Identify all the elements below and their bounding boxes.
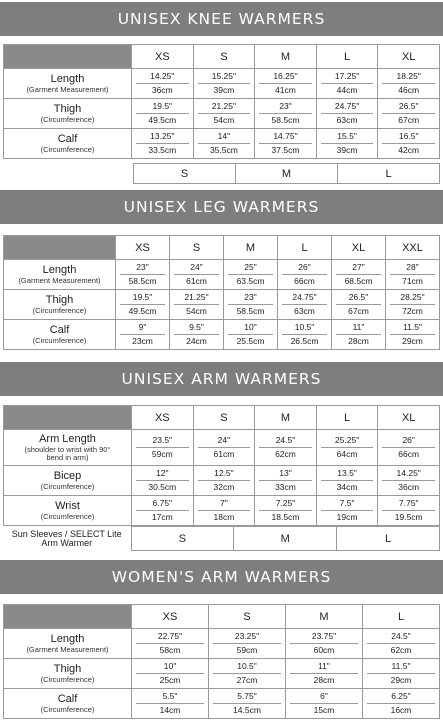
header-corner xyxy=(4,605,132,629)
value-cell xyxy=(286,659,363,689)
row-label-main: Length xyxy=(50,632,85,645)
value-cell xyxy=(170,260,224,290)
value-cell xyxy=(255,430,317,466)
row-label-main: Calf xyxy=(57,692,78,705)
value-cm: 24cm xyxy=(174,334,219,347)
value-inches: 5.75" xyxy=(237,691,257,702)
value-cell xyxy=(132,659,209,689)
value-inches: 19.5" xyxy=(152,101,173,112)
row-label-sub: (Garment Measurement) xyxy=(26,84,109,94)
value-inches: 26.5" xyxy=(398,101,419,112)
value-cm: 63cm xyxy=(321,113,374,126)
size-header: L xyxy=(316,45,378,69)
value-cell xyxy=(332,320,386,350)
value-cell xyxy=(386,290,440,320)
size-header: XL xyxy=(378,406,440,430)
row-label-sub: (Circumference) xyxy=(40,114,95,124)
row-label xyxy=(4,430,132,466)
value-cm: 39cm xyxy=(321,143,374,156)
value-inches: 7.75" xyxy=(398,498,419,509)
size-header: M xyxy=(286,605,363,629)
value-cm: 67cm xyxy=(382,113,435,126)
value-inches: 24" xyxy=(217,435,231,446)
value-cm: 49.5cm xyxy=(120,304,165,317)
value-inches: 28" xyxy=(406,262,419,273)
value-cm: 25.5cm xyxy=(228,334,273,347)
value-cm: 58.5cm xyxy=(120,274,165,287)
value-cm: 62cm xyxy=(367,643,435,656)
value-inches: 24.75" xyxy=(334,101,360,112)
value-cell xyxy=(132,430,194,466)
value-inches: 10.5" xyxy=(237,661,257,672)
measurement-row xyxy=(4,99,440,129)
value-cm: 23cm xyxy=(120,334,165,347)
knee-warmers-banner xyxy=(0,2,443,36)
value-cm: 68.5cm xyxy=(336,274,381,287)
value-cm: 59cm xyxy=(136,447,189,460)
value-cell xyxy=(386,260,440,290)
value-inches: 17.25" xyxy=(334,71,360,82)
value-cell xyxy=(378,99,440,129)
value-cm: 33cm xyxy=(259,480,312,493)
value-cm: 61cm xyxy=(198,447,251,460)
value-cell xyxy=(224,320,278,350)
value-inches: 14" xyxy=(217,131,231,142)
row-label-sub: (Circumference) xyxy=(40,704,95,714)
row-label xyxy=(4,689,132,719)
value-cell xyxy=(332,290,386,320)
row-label xyxy=(4,496,132,526)
row-label-main: Bicep xyxy=(53,469,82,482)
value-cell xyxy=(363,689,440,719)
value-inches: 26.5" xyxy=(348,292,369,303)
value-cell xyxy=(363,659,440,689)
section-title: UNISEX LEG WARMERS xyxy=(123,198,320,216)
value-cell xyxy=(132,629,209,659)
size-header: XS xyxy=(132,605,209,629)
leg-warmers-banner xyxy=(0,190,443,224)
value-cm: 26.5cm xyxy=(282,334,327,347)
value-inches: 15.25" xyxy=(211,71,237,82)
row-label xyxy=(4,659,132,689)
value-cell xyxy=(193,69,255,99)
value-cm: 41cm xyxy=(259,83,312,96)
value-cm: 46cm xyxy=(382,83,435,96)
value-inches: 6.75" xyxy=(152,498,173,509)
value-cm: 62cm xyxy=(259,447,312,460)
value-inches: 23" xyxy=(136,262,149,273)
value-inches: 9.5" xyxy=(189,322,204,333)
row-label xyxy=(4,466,132,496)
size-header-row xyxy=(4,605,440,629)
value-cm: 36cm xyxy=(136,83,189,96)
value-cell xyxy=(116,260,170,290)
value-cm: 42cm xyxy=(382,143,435,156)
value-inches: 25.25" xyxy=(334,435,360,446)
value-inches: 10.5" xyxy=(294,322,315,333)
value-inches: 13.5" xyxy=(337,468,357,479)
value-cm: 49.5cm xyxy=(136,113,189,126)
knee-warmers-table xyxy=(3,44,440,159)
womens-arm-warmers-table xyxy=(3,604,440,719)
value-cell xyxy=(278,260,332,290)
value-inches: 11" xyxy=(352,322,365,333)
value-cell xyxy=(209,689,286,719)
value-cm: 66cm xyxy=(382,447,435,460)
value-cell xyxy=(209,659,286,689)
row-label-sub: (shoulder to wrist with 90° bend in arm) xyxy=(24,445,111,462)
value-cell xyxy=(132,129,194,159)
value-inches: 26" xyxy=(298,262,311,273)
value-cell xyxy=(378,466,440,496)
row-label-main: Thigh xyxy=(45,293,74,306)
value-cm: 58.5cm xyxy=(228,304,273,317)
row-label-main: Length xyxy=(50,72,85,85)
value-cell xyxy=(316,496,378,526)
size-header: XL xyxy=(332,236,386,260)
value-cell xyxy=(255,466,317,496)
value-cm: 14cm xyxy=(136,703,204,716)
sml-size: S xyxy=(134,164,236,184)
value-cm: 66cm xyxy=(282,274,327,287)
row-label-main: Arm Length xyxy=(39,433,96,445)
value-inches: 22.75" xyxy=(157,631,183,642)
value-cm: 58.5cm xyxy=(259,113,312,126)
value-cell xyxy=(132,466,194,496)
value-inches: 11.5" xyxy=(403,322,422,333)
value-inches: 23.75" xyxy=(311,631,337,642)
value-inches: 7.5" xyxy=(339,498,355,509)
womens-arm-warmers-banner xyxy=(0,560,443,594)
value-cell xyxy=(193,430,255,466)
value-inches: 11" xyxy=(318,661,330,672)
value-cm: 29cm xyxy=(390,334,435,347)
value-cm: 63.5cm xyxy=(228,274,273,287)
value-cm: 28cm xyxy=(290,673,358,686)
value-cm: 29cm xyxy=(367,673,435,686)
value-cm: 60cm xyxy=(290,643,358,656)
value-inches: 21.25" xyxy=(211,101,237,112)
size-header-row xyxy=(4,236,440,260)
value-inches: 23" xyxy=(279,101,292,112)
value-inches: 24" xyxy=(190,262,203,273)
section-title: UNISEX KNEE WARMERS xyxy=(117,10,326,28)
measurement-row xyxy=(4,69,440,99)
value-cm: 17cm xyxy=(136,510,189,523)
value-cell xyxy=(378,430,440,466)
value-inches: 14.25" xyxy=(150,71,175,82)
row-label xyxy=(4,629,132,659)
value-inches: 6" xyxy=(320,691,328,702)
row-label-main: Thigh xyxy=(53,662,82,675)
value-cm: 39cm xyxy=(198,83,251,96)
value-cell xyxy=(224,260,278,290)
value-cm: 61cm xyxy=(174,274,219,287)
measurement-row xyxy=(4,629,440,659)
leg-warmers-table xyxy=(3,235,440,350)
row-label xyxy=(4,320,116,350)
row-label-sub: (Circumference) xyxy=(32,305,87,315)
value-cell xyxy=(193,496,255,526)
header-corner xyxy=(4,406,132,430)
size-header: L xyxy=(363,605,440,629)
measurement-row xyxy=(4,496,440,526)
value-inches: 23.25" xyxy=(234,631,260,642)
section-title: WOMEN'S ARM WARMERS xyxy=(111,568,332,586)
knee-sml-sizes xyxy=(133,163,440,184)
size-header: L xyxy=(316,406,378,430)
row-label xyxy=(4,260,116,290)
size-header: XL xyxy=(378,45,440,69)
value-cell xyxy=(132,689,209,719)
row-label-sub: (Circumference) xyxy=(40,674,95,684)
row-label xyxy=(4,69,132,99)
value-inches: 14.75" xyxy=(273,131,298,142)
value-cm: 18.5cm xyxy=(259,510,312,523)
value-cell xyxy=(363,629,440,659)
value-inches: 15.5" xyxy=(337,131,357,142)
value-cell xyxy=(255,99,317,129)
value-cm: 54cm xyxy=(174,304,219,317)
value-cell xyxy=(316,430,378,466)
measurement-row xyxy=(4,689,440,719)
value-cell xyxy=(386,320,440,350)
value-cm: 33.5cm xyxy=(136,143,189,156)
value-cm: 18cm xyxy=(198,510,251,523)
header-corner xyxy=(4,45,132,69)
value-inches: 24.75" xyxy=(292,292,317,303)
row-label-main: Thigh xyxy=(53,102,82,115)
row-label-main: Calf xyxy=(49,323,70,336)
value-inches: 12" xyxy=(156,468,169,479)
size-header: S xyxy=(170,236,224,260)
value-inches: 25" xyxy=(244,262,257,273)
measurement-row xyxy=(4,290,440,320)
value-cm: 32cm xyxy=(198,480,251,493)
arm-warmers-table xyxy=(3,405,440,526)
value-cell xyxy=(193,99,255,129)
value-cell xyxy=(193,466,255,496)
value-inches: 16.25" xyxy=(273,71,298,82)
value-cell xyxy=(316,99,378,129)
row-label xyxy=(4,99,132,129)
value-inches: 13.25" xyxy=(150,131,175,142)
size-header: XS xyxy=(132,406,194,430)
value-cm: 71cm xyxy=(390,274,435,287)
row-label xyxy=(4,129,132,159)
value-cm: 37.5cm xyxy=(259,143,312,156)
value-cell xyxy=(278,290,332,320)
row-label xyxy=(4,290,116,320)
measurement-row xyxy=(4,260,440,290)
row-label-sub: (Circumference) xyxy=(40,144,95,154)
value-cell xyxy=(255,69,317,99)
value-inches: 16.5" xyxy=(398,131,419,142)
row-label-sub: (Garment Measurement) xyxy=(26,644,109,654)
value-cm: 30.5cm xyxy=(136,480,189,493)
value-cm: 63cm xyxy=(282,304,327,317)
value-inches: 19.5" xyxy=(132,292,153,303)
value-inches: 26" xyxy=(402,435,415,446)
arm-warmers-banner xyxy=(0,362,443,396)
value-cm: 64cm xyxy=(321,447,374,460)
size-header: XS xyxy=(116,236,170,260)
row-label-main: Wrist xyxy=(55,499,80,512)
value-cm: 67cm xyxy=(336,304,381,317)
measurement-row xyxy=(4,659,440,689)
value-cm: 44cm xyxy=(321,83,374,96)
size-header: S xyxy=(193,406,255,430)
value-cell xyxy=(378,69,440,99)
value-cm: 54cm xyxy=(198,113,251,126)
value-cm: 28cm xyxy=(336,334,381,347)
value-inches: 12.5" xyxy=(214,468,234,479)
value-inches: 9" xyxy=(138,322,147,333)
value-inches: 28.25" xyxy=(400,292,425,303)
value-cm: 14.5cm xyxy=(213,703,281,716)
value-cell xyxy=(193,129,255,159)
value-cell xyxy=(316,129,378,159)
value-cm: 59cm xyxy=(213,643,281,656)
value-cell xyxy=(255,496,317,526)
size-header: S xyxy=(193,45,255,69)
value-cell xyxy=(286,629,363,659)
header-corner xyxy=(4,236,116,260)
value-inches: 5.5" xyxy=(162,691,178,702)
value-cell xyxy=(170,320,224,350)
value-cell xyxy=(316,69,378,99)
size-header-row xyxy=(4,45,440,69)
value-inches: 6.25" xyxy=(391,691,411,702)
value-cell xyxy=(286,689,363,719)
value-cm: 34cm xyxy=(321,480,374,493)
value-cell xyxy=(378,129,440,159)
sml-size: S xyxy=(131,527,234,551)
value-inches: 24.5" xyxy=(391,631,411,642)
size-header: XXL xyxy=(386,236,440,260)
size-header: L xyxy=(278,236,332,260)
measurement-row xyxy=(4,129,440,159)
row-label-main: Calf xyxy=(57,132,78,145)
value-inches: 10" xyxy=(244,322,257,333)
value-cell xyxy=(132,99,194,129)
value-cell xyxy=(255,129,317,159)
size-header: XS xyxy=(132,45,194,69)
sml-size: M xyxy=(234,527,337,551)
sun-sleeves-sizes xyxy=(3,526,440,551)
value-inches: 21.25" xyxy=(184,292,209,303)
value-inches: 14.25" xyxy=(396,468,421,479)
measurement-row xyxy=(4,466,440,496)
value-inches: 7.25" xyxy=(275,498,296,509)
value-cm: 15cm xyxy=(290,703,358,716)
value-cm: 16cm xyxy=(367,703,435,716)
value-cell xyxy=(116,320,170,350)
value-cell xyxy=(378,496,440,526)
size-header: M xyxy=(224,236,278,260)
row-label-sub: (Circumference) xyxy=(40,511,95,521)
value-cell xyxy=(170,290,224,320)
value-cm: 27cm xyxy=(213,673,281,686)
value-inches: 18.25" xyxy=(396,71,421,82)
row-label-sub: (Garment Measurement) xyxy=(18,275,101,285)
value-inches: 23.5" xyxy=(152,435,173,446)
sml-size: L xyxy=(338,164,440,184)
value-cell xyxy=(116,290,170,320)
value-cell xyxy=(316,466,378,496)
value-inches: 7" xyxy=(220,498,228,509)
value-cm: 36cm xyxy=(382,480,435,493)
row-label-sub: (Circumference) xyxy=(40,481,95,491)
size-header-row xyxy=(4,406,440,430)
value-cell xyxy=(209,629,286,659)
row-label-sub: (Circumference) xyxy=(32,335,87,345)
value-cm: 35.5cm xyxy=(198,143,251,156)
value-inches: 13" xyxy=(279,468,292,479)
value-inches: 27" xyxy=(352,262,365,273)
value-cm: 19cm xyxy=(321,510,374,523)
sml-size: L xyxy=(337,527,440,551)
section-title: UNISEX ARM WARMERS xyxy=(121,370,322,388)
value-cm: 25cm xyxy=(136,673,204,686)
value-inches: 24.5" xyxy=(275,435,296,446)
measurement-row xyxy=(4,430,440,466)
value-cell xyxy=(132,496,194,526)
measurement-row xyxy=(4,320,440,350)
value-inches: 11.5" xyxy=(391,661,411,672)
value-cm: 19.5cm xyxy=(382,510,435,523)
value-cell xyxy=(132,69,194,99)
value-cm: 72cm xyxy=(390,304,435,317)
value-cm: 58cm xyxy=(136,643,204,656)
row-label-main: Length xyxy=(42,263,77,276)
value-cell xyxy=(278,320,332,350)
size-header: S xyxy=(209,605,286,629)
value-cell xyxy=(332,260,386,290)
size-header: M xyxy=(255,406,317,430)
sml-size: M xyxy=(236,164,338,184)
value-inches: 23" xyxy=(244,292,257,303)
value-cell xyxy=(224,290,278,320)
sun-sleeves-label: Sun Sleeves / SELECT Lite Arm Warmer xyxy=(11,528,122,548)
size-header: M xyxy=(255,45,317,69)
value-inches: 10" xyxy=(163,661,177,672)
